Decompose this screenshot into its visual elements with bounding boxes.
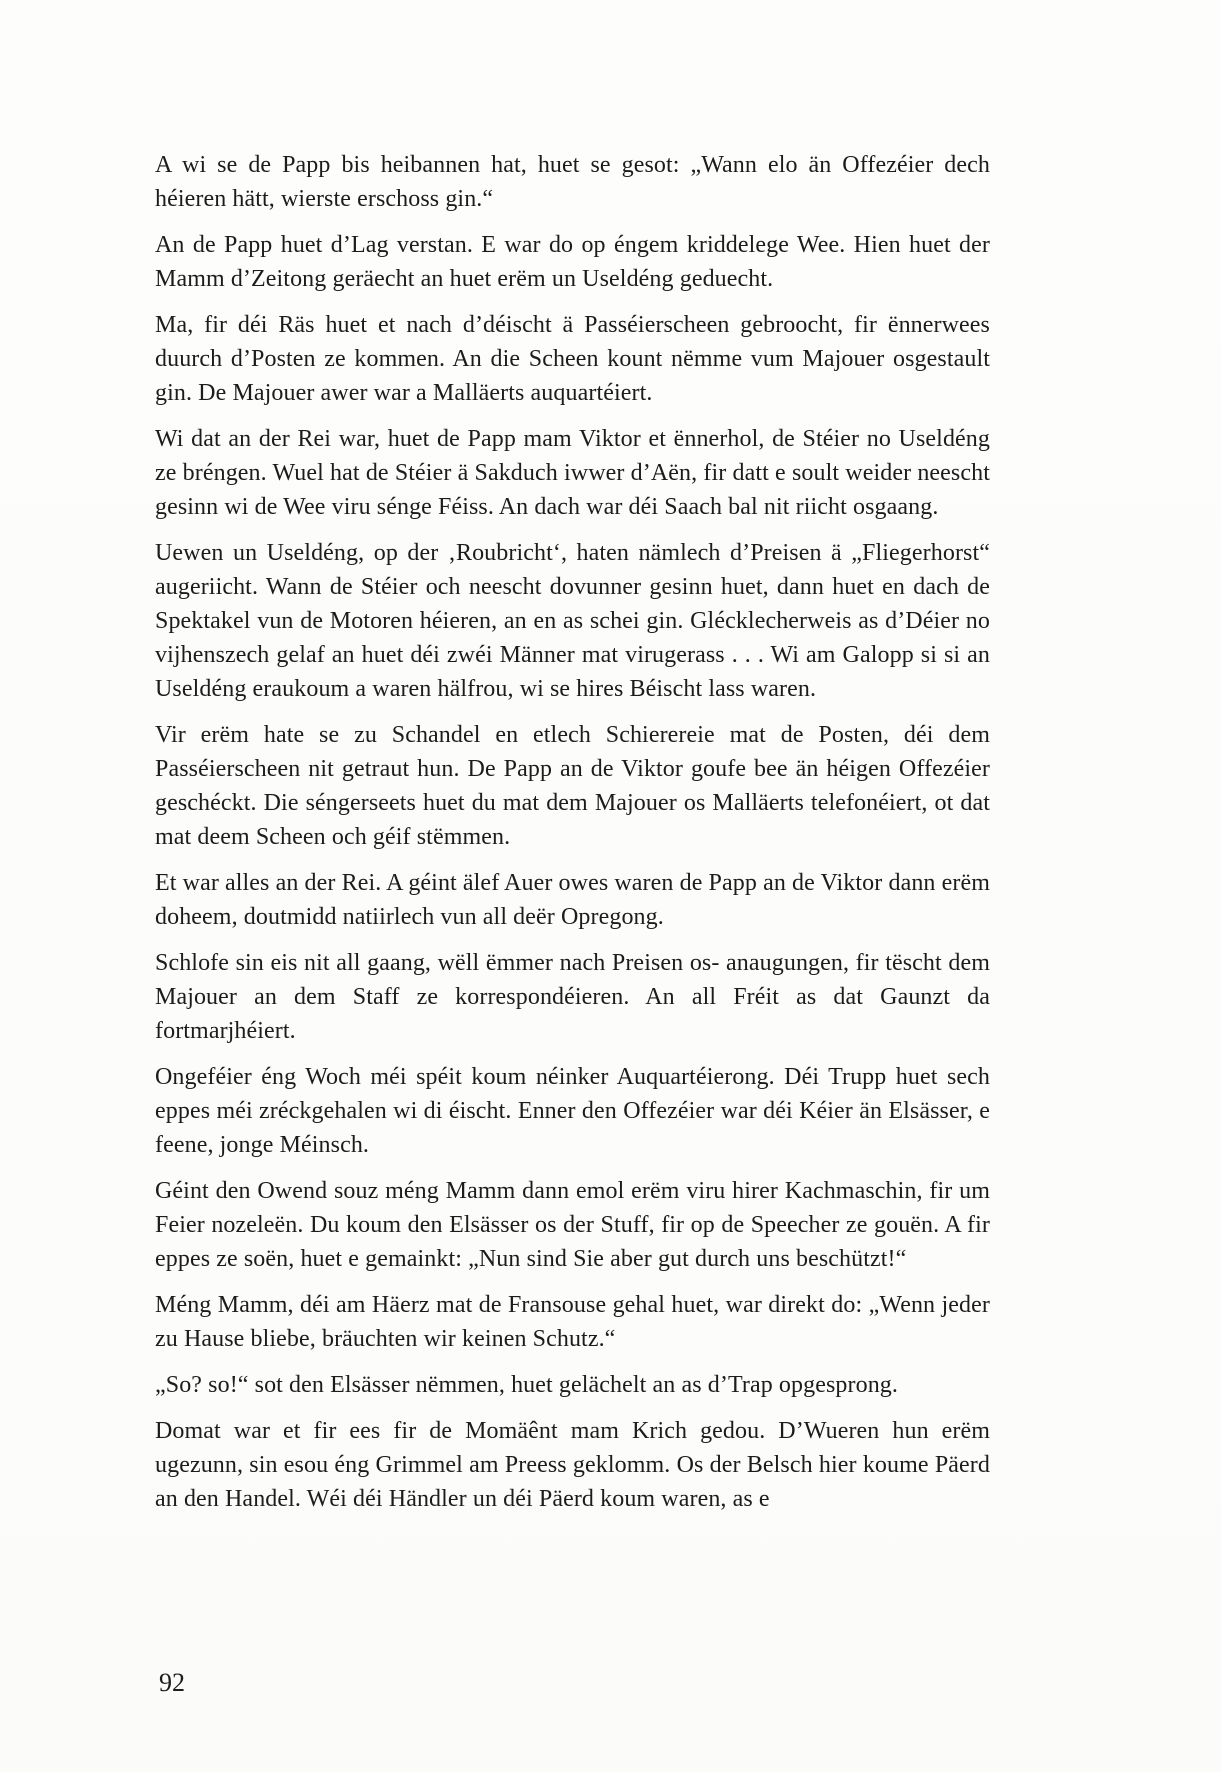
paragraph: Géint den Owend souz méng Mamm dann emol erëm viru hirer Kachmaschin, fir um Feier nozeleën. Du koum den Elsässer os der Stuff, fir op de Speecher ze gouën. A fir eppes ze soën, huet e gemainkt: „Nun sind Sie aber gut durch uns beschützt!“ xyxy=(155,1178,990,1272)
paragraph: „So? so!“ sot den Elsässer nëmmen, huet gelächelt an as d’Trap opgesprong. xyxy=(155,1372,898,1398)
paragraph: Wi dat an der Rei war, huet de Papp mam Viktor et ënnerhol, de Stéier no Useldéng ze bréngen. Wuel hat de Stéier ä Sakduch iwwer d’Aën, fir datt e soult weider neescht gesinn wi de Wee viru sénge Féiss. An dach war déi Saach bal nit riicht osgaang. xyxy=(155,426,990,520)
paragraph: An de Papp huet d’Lag verstan. E war do op éngem kriddelege Wee. Hien huet der Mamm d’Zeitong geräecht an huet erëm un Useldéng geduecht. xyxy=(155,232,990,292)
paragraph: Ongeféier éng Woch méi spéit koum néinker Auquartéierong. Déi Trupp huet sech eppes méi zréckgehalen wi di éischt. Enner den Offezéier war déi Kéier än Elsässer, e feene, jonge Méinsch. xyxy=(155,1064,990,1158)
page-number: 92 xyxy=(159,1668,185,1697)
paragraph: Domat war et fir ees fir de Momäênt mam Krich gedou. D’Wueren hun erëm ugezunn, sin esou éng Grimmel am Preess geklomm. Os der Belsch hier koume Päerd an den Handel. Wéi déi Händler un déi Päerd koum waren, as e xyxy=(155,1418,990,1512)
paragraph: Uewen un Useldéng, op der ‚Roubricht‘, haten nämlech d’Preisen ä „Fliegerhorst“ augeriicht. Wann de Stéier och neescht dovunner gesinn huet, dann huet en dach de Spektakel vun de Motoren héieren, an en as schei gin. Glécklecherweis as d’Déier no vijhenszech gelaf an huet déi zwéi Männer mat virugerass . . . Wi am Galopp si si an Useldéng eraukoum a waren hälfrou, wi se hires Béischt lass waren. xyxy=(155,540,990,702)
paragraph: Vir erëm hate se zu Schandel en etlech Schierereie mat de Posten, déi dem Passéierscheen nit getraut hun. De Papp an de Viktor goufe bee än héigen Offezéier geschéckt. Die séngerseets huet du mat dem Majouer os Malläerts telefonéiert, ot dat mat deem Scheen och géif stëmmen. xyxy=(155,722,990,850)
paragraph: Schlofe sin eis nit all gaang, wëll ëmmer nach Preisen os- anaugungen, fir tëscht dem Majouer an dem Staff ze korrespondéieren. An all Fréit as dat Gaunzt da fortmarjhéiert. xyxy=(155,950,990,1044)
text-column xyxy=(155,148,990,1528)
paragraph: Et war alles an der Rei. A géint älef Auer owes waren de Papp an de Viktor dann erëm doheem, doutmidd natiirlech vun all deër Opregong. xyxy=(155,870,990,930)
paragraph: Ma, fir déi Räs huet et nach d’déischt ä Passéierscheen gebroocht, fir ënnerwees duurch d’Posten ze kommen. An die Scheen kount nëmme vum Majouer osgestault gin. De Majouer awer war a Malläerts auquartéiert. xyxy=(155,312,990,406)
paragraph: A wi se de Papp bis heibannen hat, huet se gesot: „Wann elo än Offezéier dech héieren hätt, wierste erschoss gin.“ xyxy=(155,152,990,212)
paragraph: Méng Mamm, déi am Häerz mat de Fransouse gehal huet, war direkt do: „Wenn jeder zu Hause bliebe, bräuchten wir keinen Schutz.“ xyxy=(155,1292,990,1352)
